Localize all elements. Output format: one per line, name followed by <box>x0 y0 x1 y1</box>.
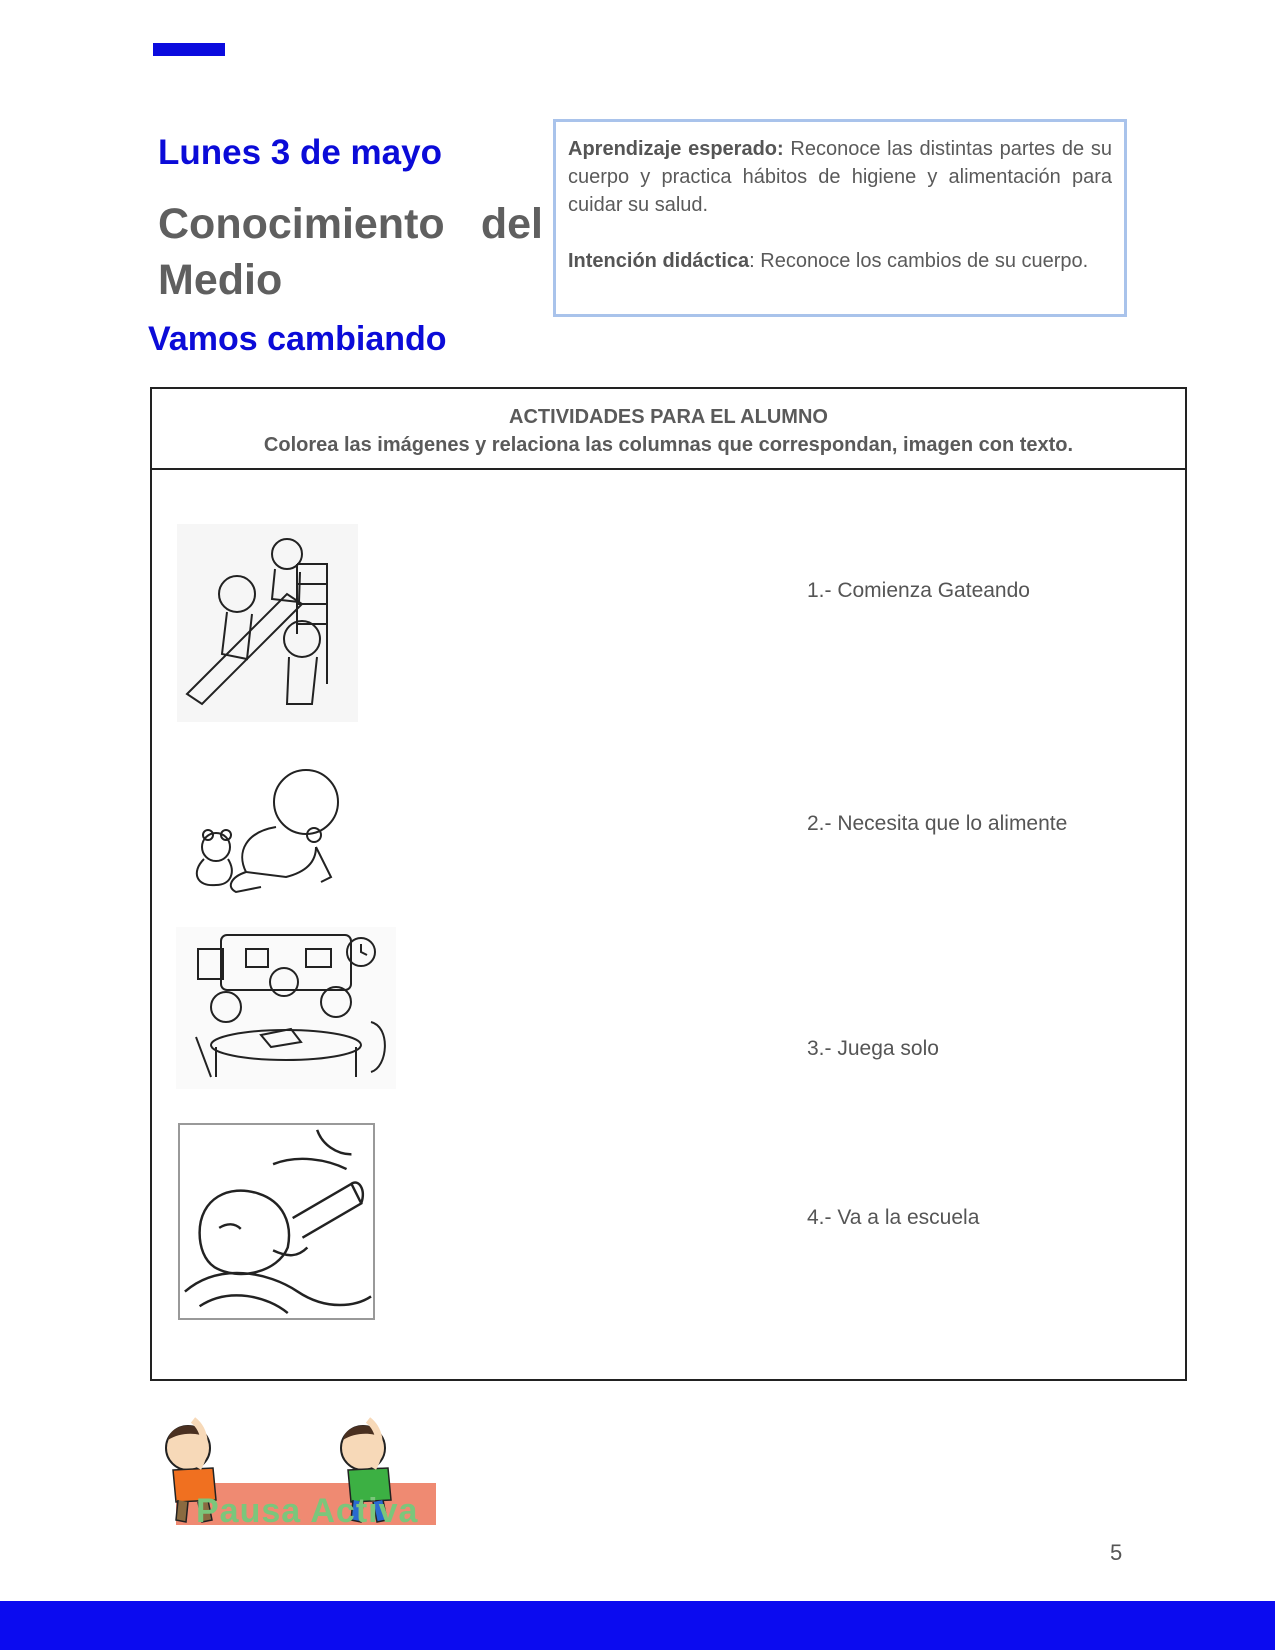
crawling-baby-image <box>176 757 356 905</box>
classroom-image <box>176 927 396 1089</box>
bottom-accent-bar <box>0 1601 1275 1650</box>
option-3: 3.- Juega solo <box>807 1037 939 1060</box>
subject-word-2: del <box>480 200 543 248</box>
activity-table <box>150 387 1187 1381</box>
activity-title: ACTIVIDADES PARA EL ALUMNO <box>509 406 828 428</box>
activity-instructions: Colorea las imágenes y relaciona las columnas que correspondan, imagen con texto. <box>263 434 1074 456</box>
didactic-intention-text: : Reconoce los cambios de su cuerpo. <box>749 250 1089 272</box>
pausa-activa-logo <box>158 1410 438 1535</box>
didactic-intention-label: Intención didáctica <box>568 250 750 272</box>
expected-learning <box>568 135 1112 219</box>
lesson-date: Lunes 3 de mayo <box>158 133 442 172</box>
subject-word-3: Medio <box>158 256 283 304</box>
learning-objectives-box <box>553 119 1127 317</box>
slide-kids-image <box>177 524 358 722</box>
option-4: 4.- Va a la escuela <box>807 1206 980 1229</box>
lesson-topic: Vamos cambiando <box>148 320 447 358</box>
expected-learning-label: Aprendizaje esperado: <box>568 138 784 160</box>
option-1: 1.- Comienza Gateando <box>807 579 1030 602</box>
subject-word-1: Conocimiento <box>158 200 445 248</box>
activity-header <box>152 389 1185 470</box>
didactic-intention <box>568 247 1112 275</box>
pausa-activa-text: Pausa Activa <box>196 1492 419 1530</box>
page-number: 5 <box>1110 1540 1123 1565</box>
option-2: 2.- Necesita que lo alimente <box>807 812 1068 835</box>
subject-title <box>158 196 543 308</box>
top-accent-bar <box>153 43 225 56</box>
feeding-baby-image <box>178 1123 375 1320</box>
expected-learning-text: Reconoce las distintas partes de su cuerpo y practica hábitos de higiene y alimentación para cuidar su salud. <box>568 138 1112 216</box>
